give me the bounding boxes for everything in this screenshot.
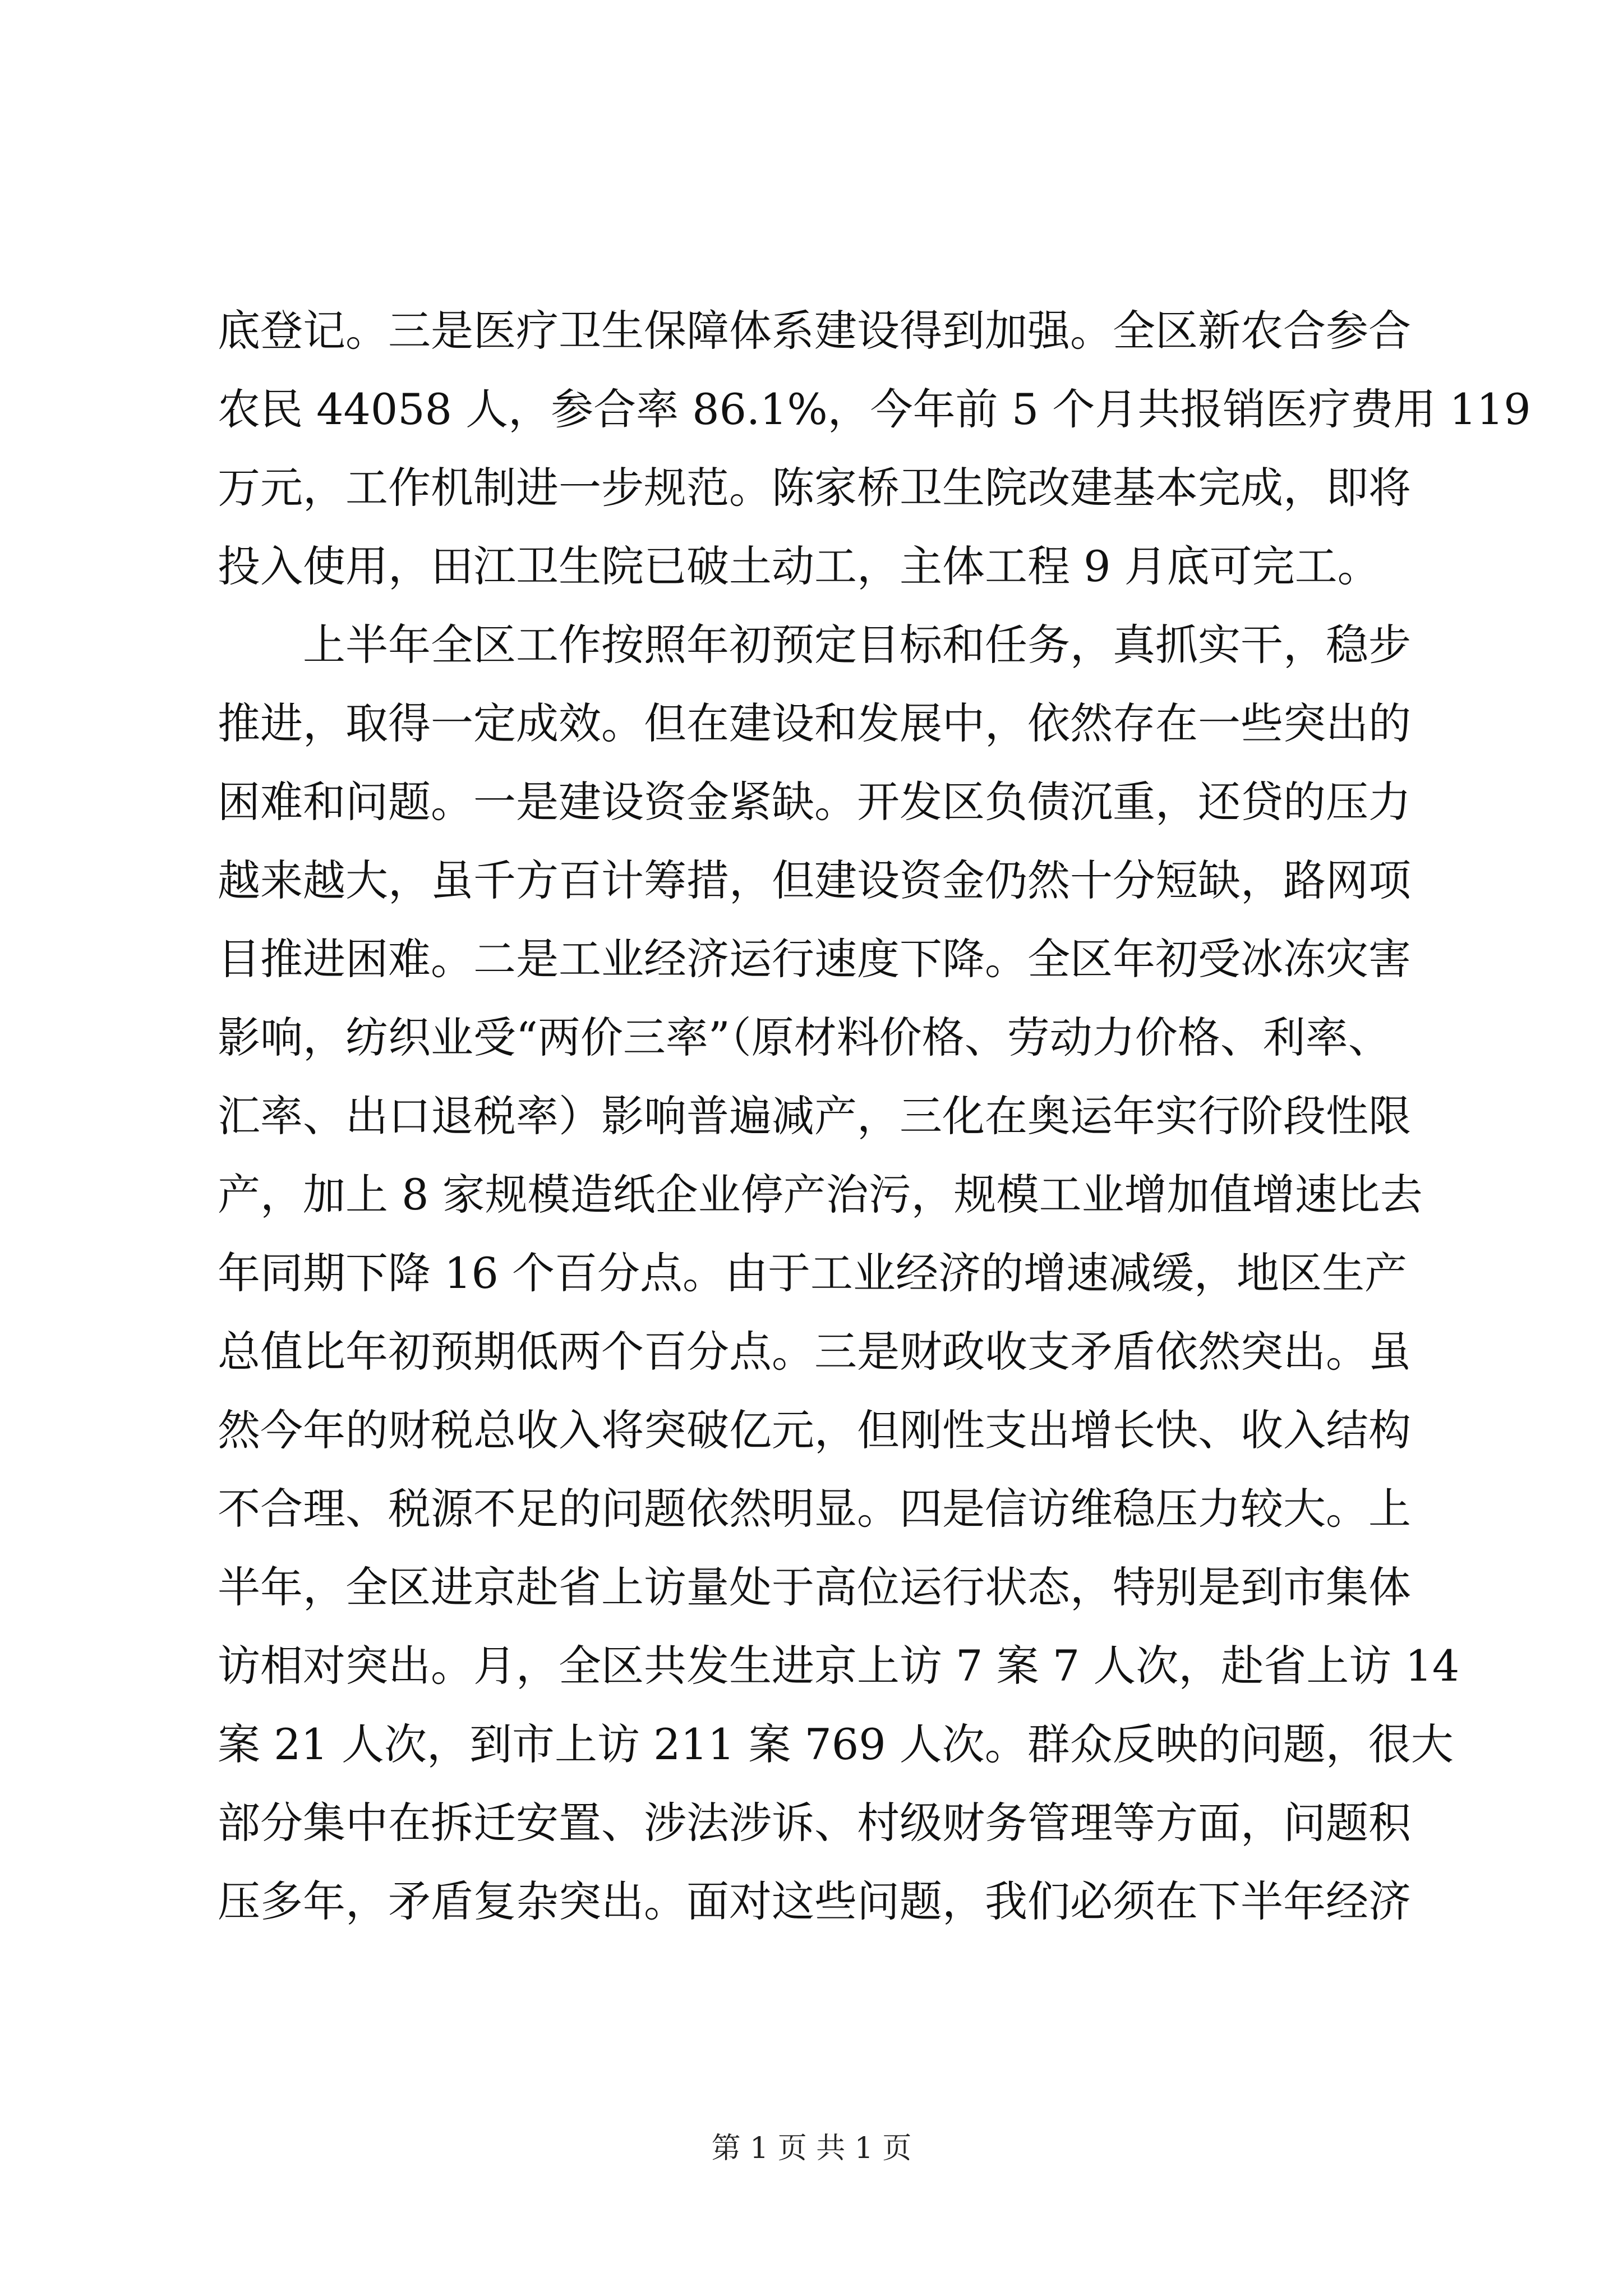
text-line: 总值比年初预期低两个百分点。三是财政收支矛盾依然突出。虽 (218, 1327, 1411, 1377)
page-footer: 第 1 页 共 1 页 (711, 2132, 912, 2165)
text-line: 压多年，矛盾复杂突出。面对这些问题，我们必须在下半年经济 (218, 1876, 1411, 1926)
text-line: 万元，工作机制进一步规范。陈家桥卫生院改建基本完成，即将 (218, 463, 1411, 513)
text-line: 影响，纺织业受“两价三率”（原材料价格、劳动力价格、利率、 (218, 1013, 1391, 1062)
text-line: 目推进困难。二是工业经济运行速度下降。全区年初受冰冻灾害 (218, 934, 1411, 984)
text-line: 上半年全区工作按照年初预定目标和任务，真抓实干，稳步 (303, 620, 1411, 670)
text-line: 不合理、税源不足的问题依然明显。四是信访维稳压力较大。上 (218, 1484, 1411, 1534)
text-line: 农民 44058 人，参合率 86.1%，今年前 5 个月共报销医疗费用 119 (218, 384, 1531, 434)
text-line: 底登记。三是医疗卫生保障体系建设得到加强。全区新农合参合 (218, 306, 1411, 356)
text-line: 案 21 人次，到市上访 211 案 769 人次。群众反映的问题，很大 (218, 1719, 1454, 1769)
text-line: 产，加上 8 家规模造纸企业停产治污，规模工业增加值增速比去 (218, 1170, 1423, 1220)
text-line: 越来越大，虽千方百计筹措，但建设资金仍然十分短缺，路网项 (218, 855, 1411, 905)
body-text (218, 292, 1531, 1941)
text-line: 汇率、出口退税率）影响普遍减产，三化在奥运年实行阶段性限 (218, 1091, 1411, 1141)
text-line: 年同期下降 16 个百分点。由于工业经济的增速减缓，地区生产 (218, 1248, 1408, 1298)
text-line: 投入使用，田江卫生院已破土动工，主体工程 9 月底可完工。 (218, 541, 1380, 591)
text-line: 半年，全区进京赴省上访量处于高位运行状态，特别是到市集体 (218, 1562, 1411, 1612)
text-line: 推进，取得一定成效。但在建设和发展中，依然存在一些突出的 (218, 698, 1411, 748)
text-line: 访相对突出。月，全区共发生进京上访 7 案 7 人次，赴省上访 14 (218, 1641, 1460, 1691)
text-line: 然今年的财税总收入将突破亿元，但刚性支出增长快、收入结构 (218, 1405, 1411, 1455)
text-line: 部分集中在拆迁安置、涉法涉诉、村级财务管理等方面，问题积 (218, 1798, 1411, 1848)
text-line: 困难和问题。一是建设资金紧缺。开发区负债沉重，还贷的压力 (218, 777, 1411, 827)
